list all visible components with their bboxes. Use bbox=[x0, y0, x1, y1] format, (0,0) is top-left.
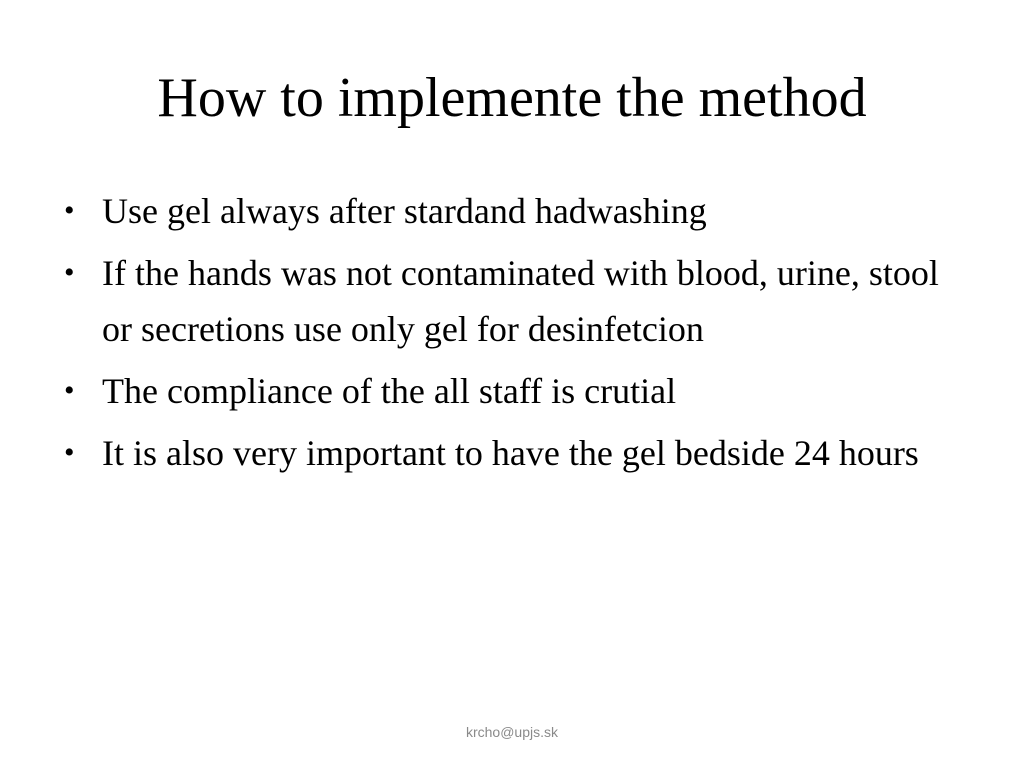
slide-title: How to implemente the method bbox=[157, 67, 867, 129]
bullet-text: It is also very important to have the gel bedside 24 hours bbox=[102, 433, 919, 473]
bullet-item bbox=[60, 183, 960, 239]
bullet-icon: • bbox=[64, 194, 75, 227]
bullet-item bbox=[60, 425, 960, 481]
bullet-text: If the hands was not contaminated with blood, urine, stool or secretions use only gel for desinfetcion bbox=[102, 253, 939, 349]
bullet-icon: • bbox=[64, 436, 75, 469]
bullet-list bbox=[60, 183, 960, 487]
bullet-icon: • bbox=[64, 374, 75, 407]
bullet-icon: • bbox=[64, 256, 75, 289]
bullet-item bbox=[60, 363, 960, 419]
bullet-text: Use gel always after stardand hadwashing bbox=[102, 191, 707, 231]
footer-email: krcho@upjs.sk bbox=[465, 724, 559, 740]
bullet-item bbox=[60, 245, 960, 357]
bullet-text: The compliance of the all staff is crutial bbox=[102, 371, 677, 411]
